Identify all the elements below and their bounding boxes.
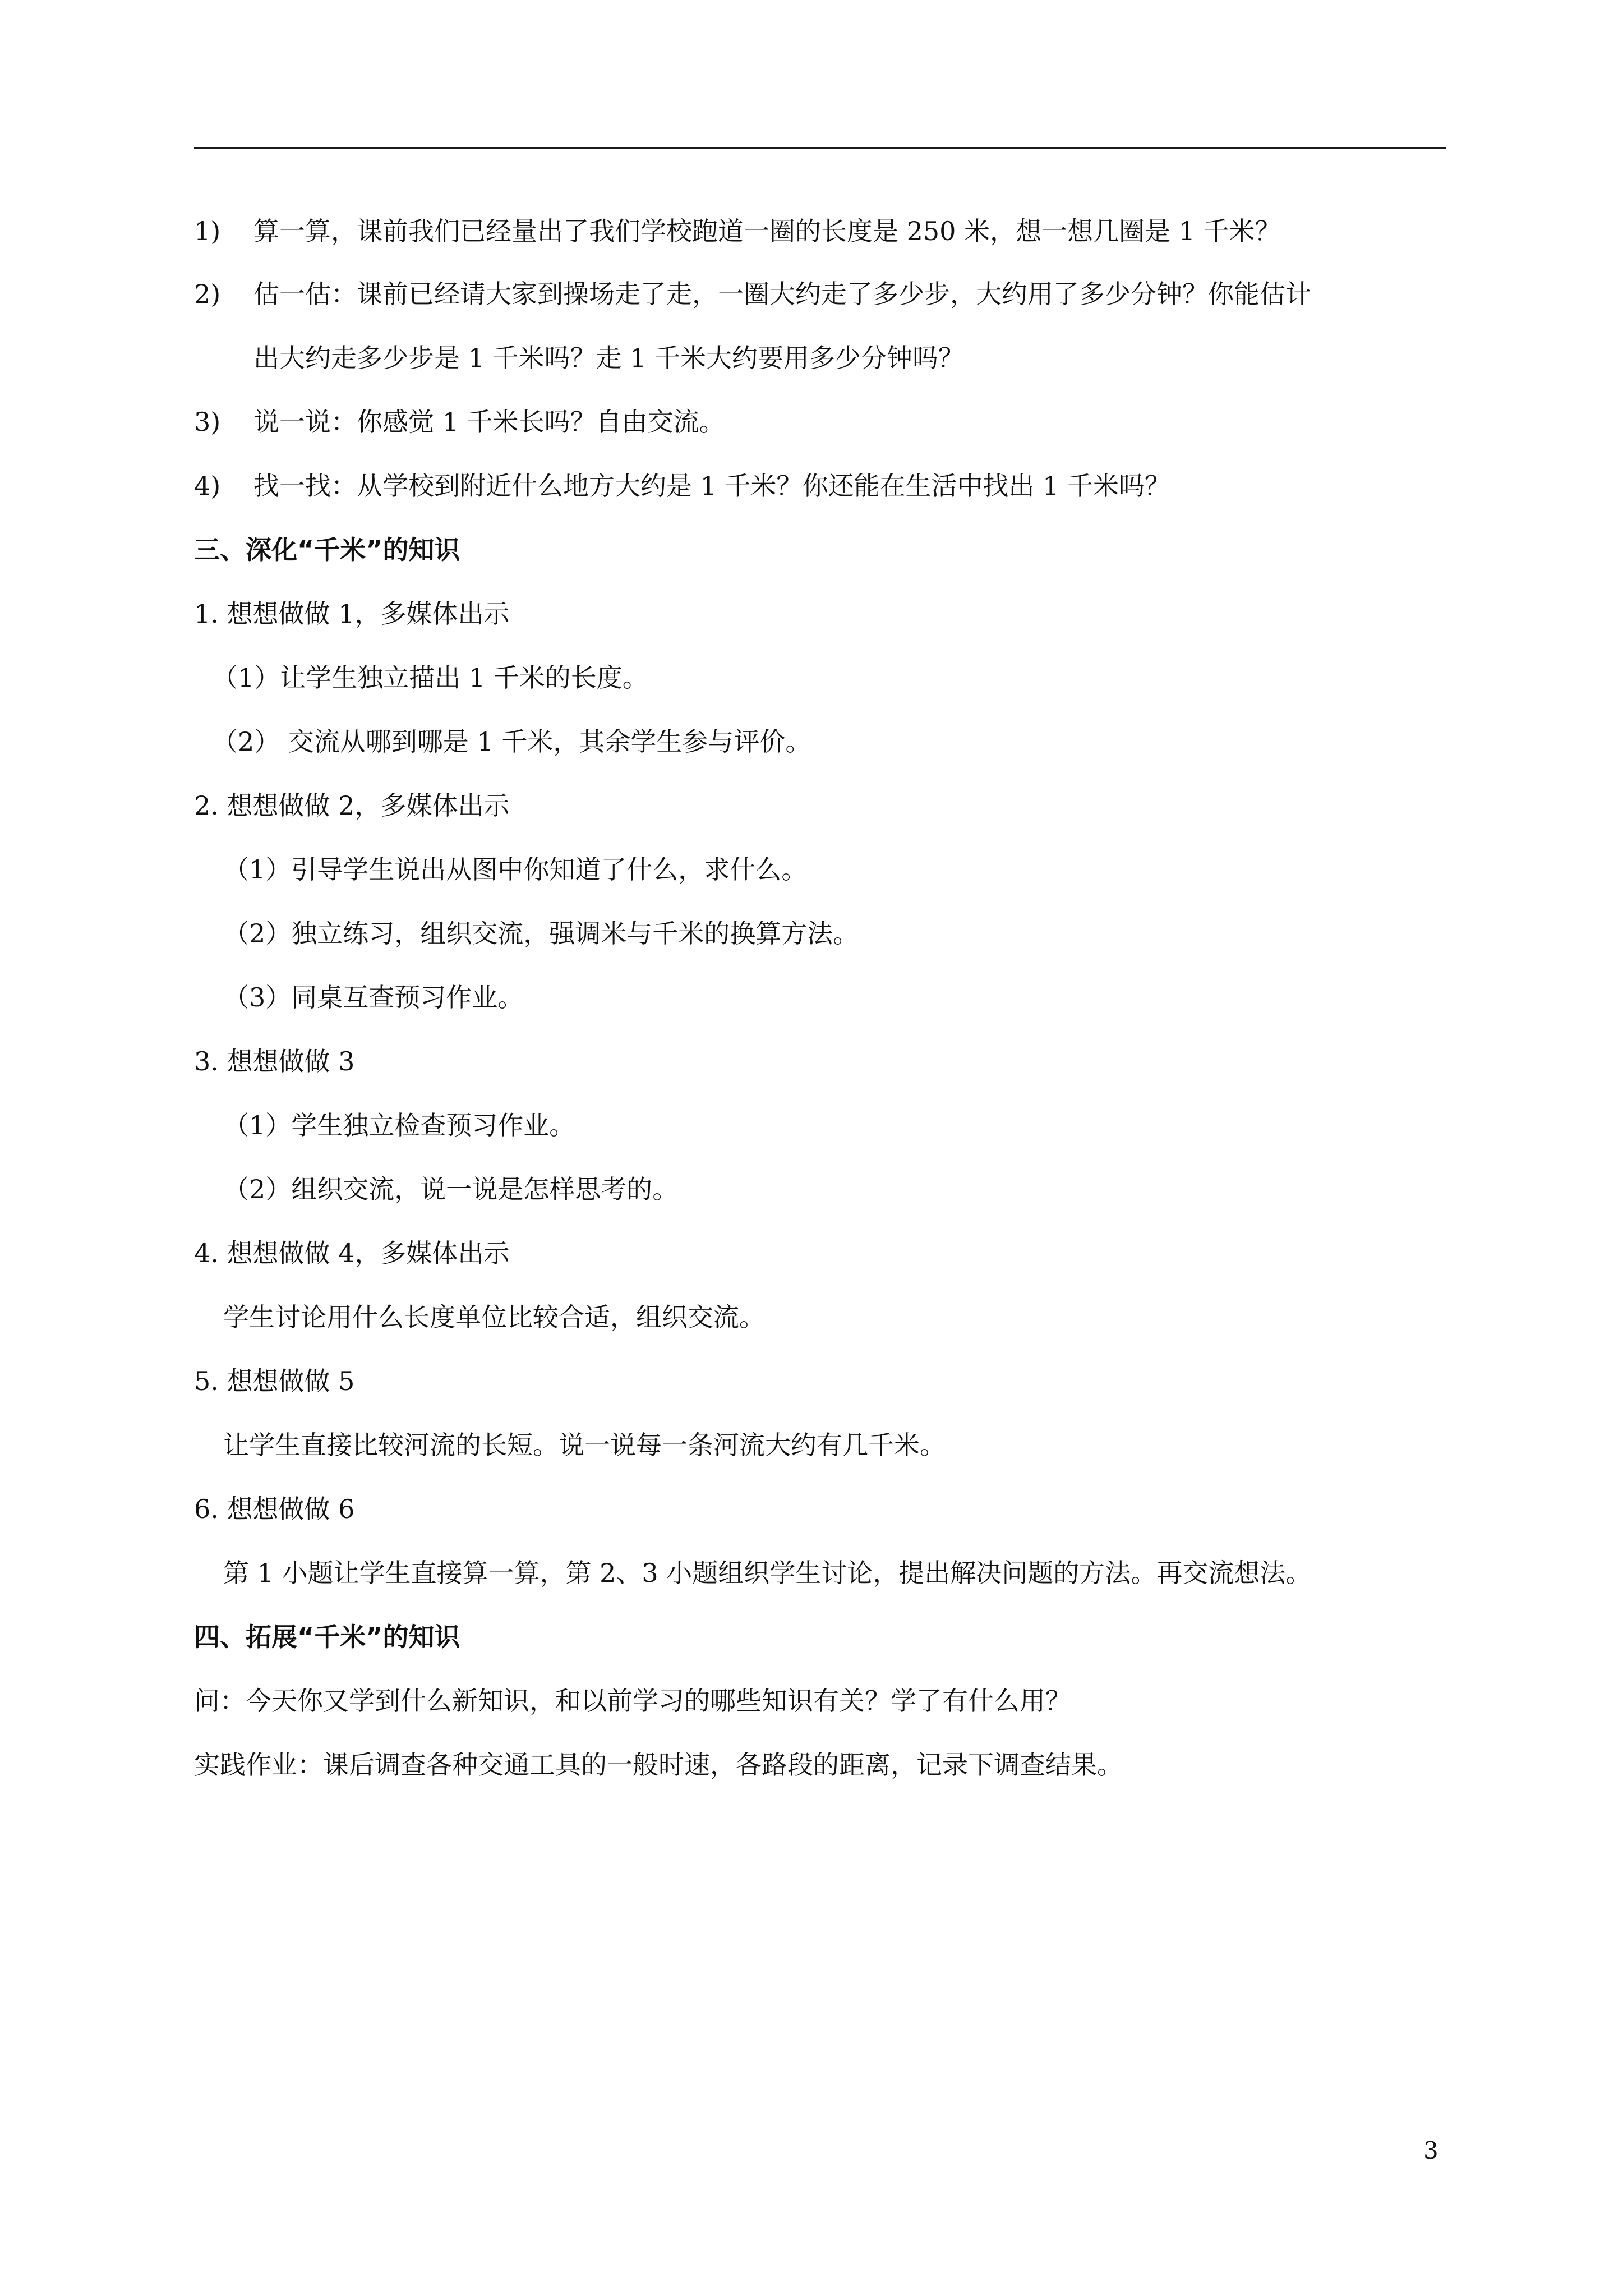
exercise-step: （1）学生独立检查预习作业。 (223, 1110, 575, 1140)
exercise-step: （2）组织交流，说一说是怎样思考的。 (223, 1174, 679, 1204)
list-item-number: 1) (194, 216, 221, 246)
exercise-note: 第 1 小题让学生直接算一算，第 2、3 小题组织学生讨论，提出解决问题的方法。再交流想法。 (223, 1558, 1312, 1588)
list-item-number: 4) (194, 471, 221, 501)
exercise-heading-1: 1. 想想做做 1，多媒体出示 (194, 599, 510, 629)
list-item-number: 3) (194, 407, 221, 437)
header-rule (194, 147, 1446, 149)
list-item-text: 说一说：你感觉 1 千米长吗？自由交流。 (253, 407, 725, 437)
list-item-number: 2) (194, 279, 221, 309)
exercise-step: （1）让学生独立描出 1 千米的长度。 (212, 662, 648, 693)
exercise-note: 学生讨论用什么长度单位比较合适，组织交流。 (223, 1302, 765, 1332)
exercise-step: （3）同桌互查预习作业。 (223, 982, 524, 1013)
list-item-text-continuation: 出大约走多少步是 1 千米吗？走 1 千米大约要用多少分钟吗？ (253, 343, 965, 373)
exercise-heading-2: 2. 想想做做 2，多媒体出示 (194, 790, 510, 821)
exercise-step: （2）独立练习，组织交流，强调米与千米的换算方法。 (223, 918, 859, 949)
exercise-note: 让学生直接比较河流的长短。说一说每一条河流大约有几千米。 (223, 1430, 946, 1460)
page-number: 3 (1423, 2137, 1438, 2164)
exercise-heading-3: 3. 想想做做 3 (194, 1046, 355, 1076)
list-item-text: 算一算，课前我们已经量出了我们学校跑道一圈的长度是 250 米，想一想几圈是 1 千米？ (253, 216, 1281, 246)
exercise-step: （2） 交流从哪到哪是 1 千米，其余学生参与评价。 (212, 726, 811, 757)
section-heading-3: 三、深化“千米”的知识 (194, 535, 460, 565)
paragraph: 实践作业：课后调查各种交通工具的一般时速，各路段的距离，记录下调查结果。 (194, 1750, 1123, 1780)
list-item-text: 找一找：从学校到附近什么地方大约是 1 千米？你还能在生活中找出 1 千米吗？ (253, 471, 1171, 501)
list-item-text: 估一估：课前已经请大家到操场走了走，一圈大约走了多少步，大约用了多少分钟？你能估计 (253, 279, 1311, 309)
exercise-step: （1）引导学生说出从图中你知道了什么，求什么。 (223, 854, 808, 885)
paragraph: 问：今天你又学到什么新知识，和以前学习的哪些知识有关？学了有什么用？ (194, 1686, 1071, 1716)
exercise-heading-6: 6. 想想做做 6 (194, 1494, 355, 1524)
exercise-heading-5: 5. 想想做做 5 (194, 1366, 355, 1396)
exercise-heading-4: 4. 想想做做 4，多媒体出示 (194, 1238, 510, 1268)
section-heading-4: 四、拓展“千米”的知识 (194, 1622, 460, 1652)
